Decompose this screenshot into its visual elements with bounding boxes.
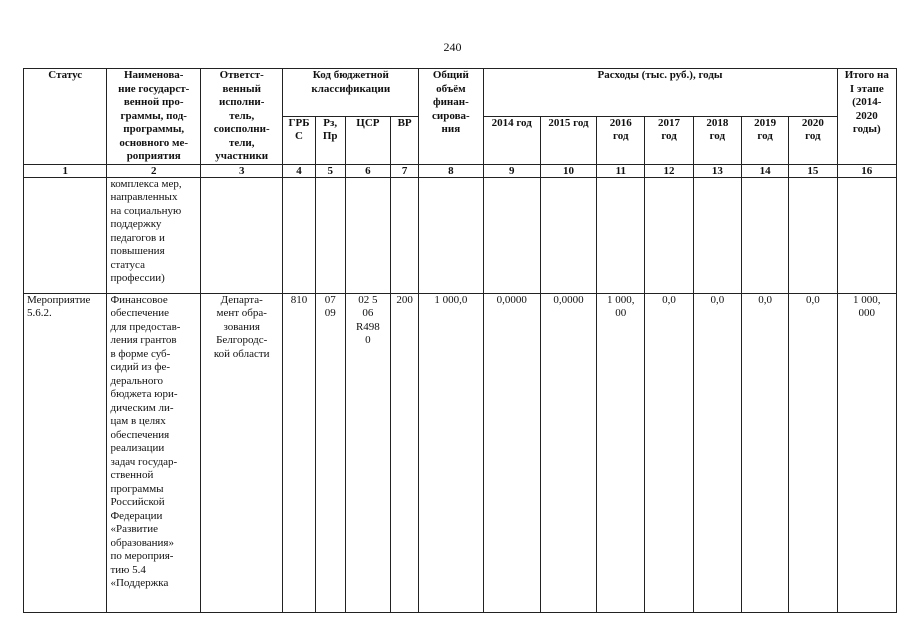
cell-2017: 0,0 [645, 293, 693, 612]
header-grbs: ГРБ С [283, 116, 315, 164]
header-name: Наименова- ние государст- венной про- граммы, под- программы, основного ме- роприятия [107, 69, 201, 165]
column-number: 14 [741, 164, 788, 177]
cell-csr [345, 177, 390, 293]
column-number: 7 [391, 164, 419, 177]
cell-responsible [200, 177, 282, 293]
header-2020: 2020 год [789, 116, 837, 164]
cell-2019: 0,0 [741, 293, 788, 612]
column-number-row [24, 164, 897, 177]
header-expenses: Расходы (тыс. руб.), годы [483, 69, 837, 117]
column-number: 9 [483, 164, 540, 177]
table-row-continuation [24, 177, 897, 293]
cell-2018: 0,0 [693, 293, 741, 612]
cell-2020 [789, 177, 837, 293]
cell-status [24, 177, 107, 293]
cell-2018 [693, 177, 741, 293]
column-number: 8 [419, 164, 483, 177]
column-number: 13 [693, 164, 741, 177]
header-responsible: Ответст- венный исполни- тель, соисполни- тели, участники [200, 69, 282, 165]
column-number: 5 [315, 164, 345, 177]
cell-csr: 02 5 06 R498 0 [345, 293, 390, 612]
cell-name: комплекса мер, направленных на социальную поддержку педагогов и повышения статуса профессии) [107, 177, 201, 293]
column-number: 11 [597, 164, 645, 177]
column-number: 2 [107, 164, 201, 177]
cell-2019 [741, 177, 788, 293]
cell-stage-total: 1 000, 000 [837, 293, 896, 612]
header-rzpr: Рз, Пр [315, 116, 345, 164]
cell-stage-total [837, 177, 896, 293]
column-number: 4 [283, 164, 315, 177]
cell-rzpr: 07 09 [315, 293, 345, 612]
cell-2014 [483, 177, 540, 293]
cell-total: 1 000,0 [419, 293, 483, 612]
cell-vr [391, 177, 419, 293]
header-2019: 2019 год [741, 116, 788, 164]
cell-responsible: Департа- мент обра- зования Белгородс- кой области [200, 293, 282, 612]
column-number: 6 [345, 164, 390, 177]
header-stage-total: Итого на I этапе (2014- 2020 годы) [837, 69, 896, 165]
header-2015: 2015 год [540, 116, 596, 164]
column-number: 10 [540, 164, 596, 177]
cell-2015 [540, 177, 596, 293]
header-total: Общий объём финан- сирова- ния [419, 69, 483, 165]
column-number: 12 [645, 164, 693, 177]
column-number: 16 [837, 164, 896, 177]
cell-2014: 0,0000 [483, 293, 540, 612]
header-2018: 2018 год [693, 116, 741, 164]
header-2017: 2017 год [645, 116, 693, 164]
header-budget-code: Код бюджетной классификации [283, 69, 419, 117]
header-2014: 2014 год [483, 116, 540, 164]
page-number: 240 [443, 40, 462, 54]
header-row-1 [24, 69, 897, 117]
cell-2020: 0,0 [789, 293, 837, 612]
header-csr: ЦСР [345, 116, 390, 164]
cell-rzpr [315, 177, 345, 293]
header-status: Статус [24, 69, 107, 165]
column-number: 15 [789, 164, 837, 177]
column-number: 1 [24, 164, 107, 177]
cell-2016: 1 000, 00 [597, 293, 645, 612]
column-number: 3 [200, 164, 282, 177]
cell-2015: 0,0000 [540, 293, 596, 612]
cell-vr: 200 [391, 293, 419, 612]
cell-total [419, 177, 483, 293]
table-row [24, 293, 897, 612]
header-vr: ВР [391, 116, 419, 164]
cell-status: Мероприятие 5.6.2. [24, 293, 107, 612]
cell-grbs: 810 [283, 293, 315, 612]
header-2016: 2016 год [597, 116, 645, 164]
cell-2017 [645, 177, 693, 293]
cell-2016 [597, 177, 645, 293]
budget-table [23, 68, 897, 613]
cell-grbs [283, 177, 315, 293]
cell-name: Финансовое обеспечение для предостав- ления грантов в форме суб- сидий из фе- дерального бюджета юри- дическим ли- цам в целях обеспечения реализации задач государ- ственной программы Российской Федерации «Развитие образования» по мероприя- тию 5.4 «Поддержка [107, 293, 201, 612]
